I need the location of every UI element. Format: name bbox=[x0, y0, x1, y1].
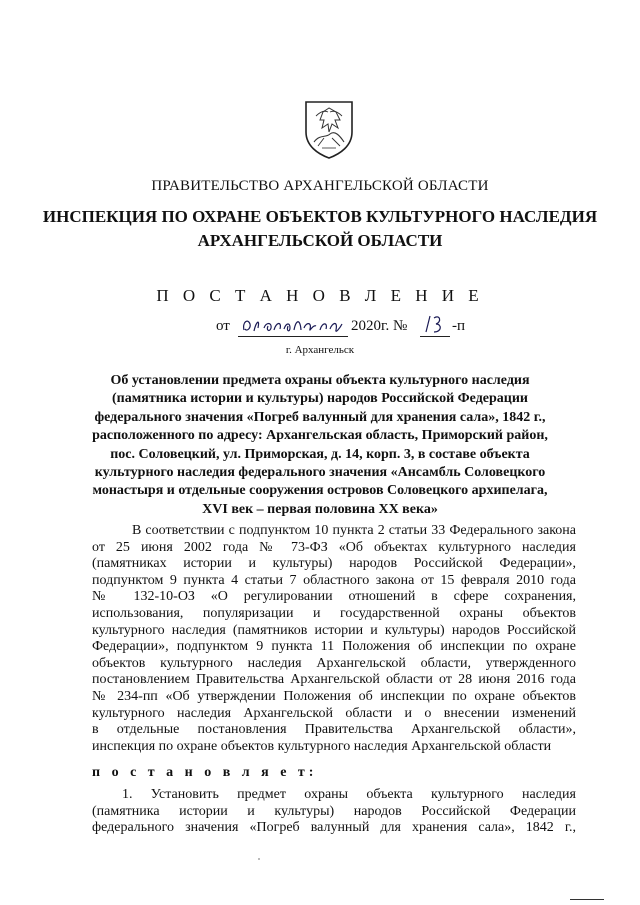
inspection-name-line-1: ИНСПЕКЦИЯ ПО ОХРАНЕ ОБЪЕКТОВ КУЛЬТУРНОГО НАСЛЕДИЯ bbox=[42, 207, 598, 226]
title-line: XVI век – первая половина XX века» bbox=[202, 501, 438, 517]
body-line: постановлением Правительства Архангельской области от 28 июня 2016 года bbox=[92, 672, 576, 688]
preamble-paragraph bbox=[92, 523, 576, 755]
body-line: объектов культурного наследия Архангельской области, утвержденного bbox=[92, 655, 576, 671]
title-line: расположенного по адресу: Архангельская область, Приморский район, bbox=[92, 428, 548, 444]
body-line: подпунктом 9 пункта 4 статьи 7 областного закона от 15 февраля 2010 года bbox=[92, 572, 576, 588]
date-prefix: от bbox=[216, 318, 230, 334]
decree-item-1 bbox=[92, 787, 576, 837]
year-and-number-label: 2020г. № bbox=[351, 318, 408, 334]
item-line: федерального значения «Погреб валунный для хранения сала», 1842 г., bbox=[92, 820, 576, 836]
body-line: В соответствии с подпунктом 10 пункта 2 статьи 33 Федерального закона bbox=[132, 523, 576, 538]
inspection-name bbox=[0, 205, 640, 253]
title-line: (памятника истории и культуры) народов Российской Федерации bbox=[112, 391, 528, 407]
body-line: культурного наследия Архангельской области и о внесении изменений bbox=[92, 705, 576, 721]
government-name: ПРАВИТЕЛЬСТВО АРХАНГЕЛЬСКОЙ ОБЛАСТИ bbox=[151, 178, 489, 194]
handwritten-date-icon bbox=[238, 312, 348, 336]
decree-word: п о с т а н о в л я е т: bbox=[92, 765, 318, 780]
item-line: (памятника истории и культуры) народов Российской Федерации bbox=[92, 803, 576, 819]
date-number-line bbox=[180, 312, 480, 338]
scan-speck bbox=[258, 858, 260, 860]
body-line: от 25 июня 2002 года № 73-ФЗ «Об объектах культурного наследия bbox=[92, 539, 576, 555]
number-suffix: -п bbox=[452, 318, 466, 334]
inspection-name-line-2: АРХАНГЕЛЬСКОЙ ОБЛАСТИ bbox=[197, 231, 443, 250]
number-field bbox=[420, 312, 450, 337]
title-line: федерального значения «Погреб валунный для хранения сала», 1842 г., bbox=[94, 409, 546, 425]
body-line: инспекция по охране объектов культурного наследия Архангельской области bbox=[92, 738, 552, 754]
body-line: в отдельные постановления Правительства Архангельской области», bbox=[92, 722, 576, 738]
item-line: 1. Установить предмет охраны объекта культурного наследия bbox=[122, 787, 576, 802]
title-line: пос. Соловецкий, ул. Приморская, д. 14, корп. 3, в составе объекта bbox=[110, 446, 530, 462]
body-line: № 234-пп «Об утверждении Положения об инспекции по охране объектов bbox=[92, 688, 576, 704]
city: г. Архангельск bbox=[285, 344, 355, 356]
document-title bbox=[0, 372, 640, 519]
handwritten-number-icon bbox=[420, 312, 450, 336]
title-line: культурного наследия федерального значения «Ансамбль Соловецкого bbox=[94, 465, 546, 481]
body-line: Федерации», подпунктом 9 пункта 11 Положения об инспекции по охране bbox=[92, 639, 576, 655]
body-line: (памятниках истории и культуры) народов Российской Федерации», bbox=[92, 556, 576, 572]
title-line: монастыря и отдельные сооружения островов Соловецкого архипелага, bbox=[92, 483, 548, 499]
footer-line bbox=[570, 899, 604, 900]
date-field bbox=[238, 312, 348, 337]
body-line: № 132-10-ОЗ «О регулировании отношений в сфере сохранения, bbox=[92, 589, 576, 605]
coat-of-arms-icon bbox=[302, 98, 356, 160]
document-type: П О С Т А Н О В Л Е Н И Е bbox=[156, 286, 484, 305]
body-line: культурного наследия (памятников истории и культуры) народов Российской bbox=[92, 622, 576, 638]
body-line: использования, популяризации и государственной охраны объектов bbox=[92, 605, 576, 621]
title-line: Об установлении предмета охраны объекта культурного наследия bbox=[110, 373, 530, 388]
